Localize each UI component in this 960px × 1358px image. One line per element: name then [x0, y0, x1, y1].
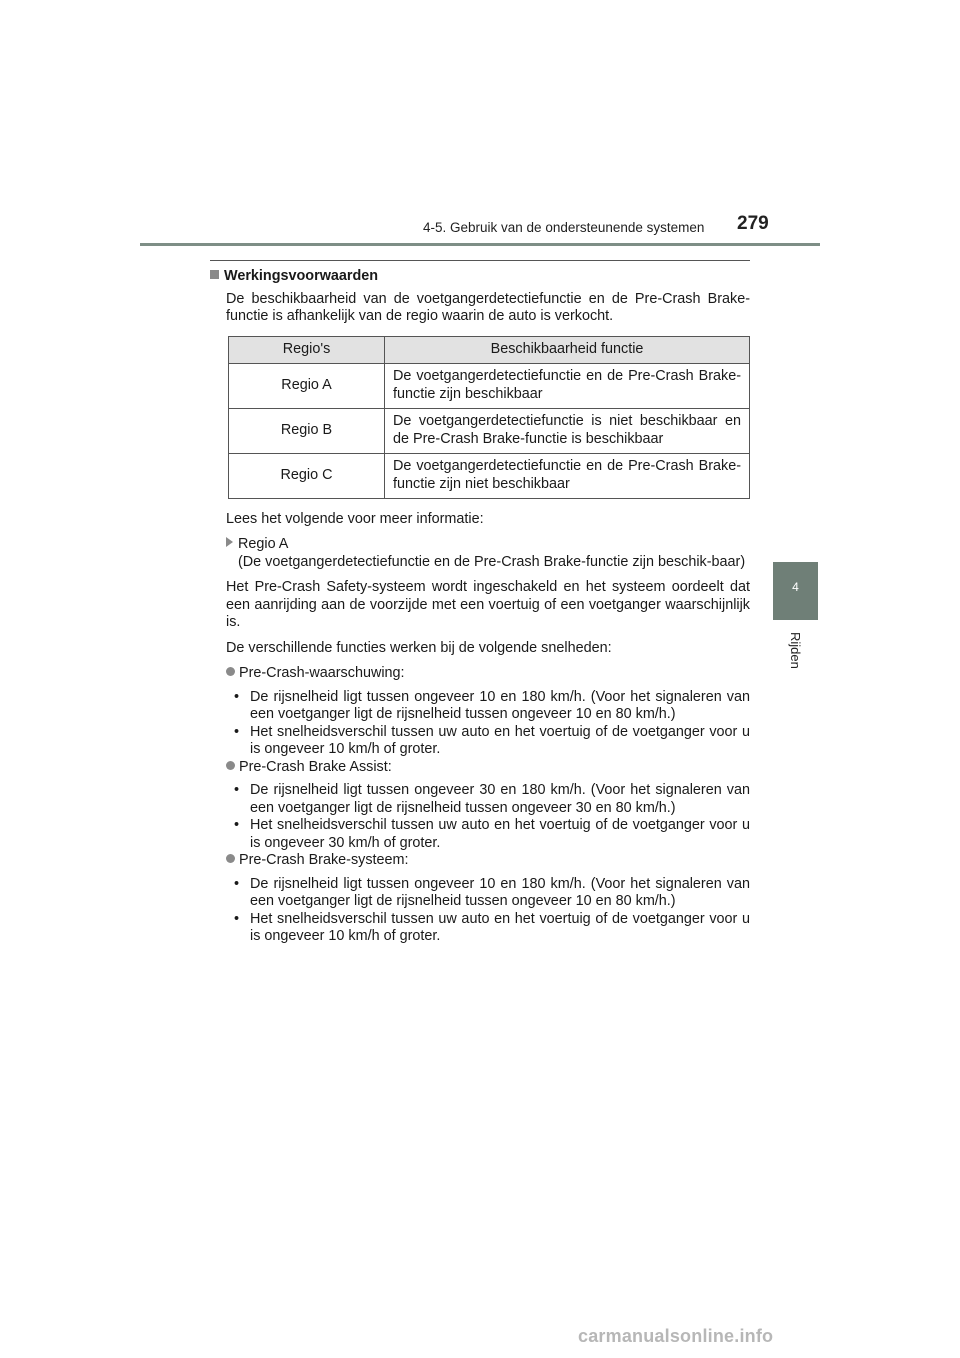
- watermark-text: carmanualsonline.info: [578, 1326, 774, 1346]
- feature-title: Pre-Crash Brake-systeem:: [210, 852, 750, 870]
- region-availability-table: [228, 336, 750, 499]
- table-row: [229, 453, 750, 498]
- bullet-mark: •: [234, 723, 240, 740]
- table-cell-availability: De voetgangerdetectiefunctie en de Pre-Crash Brake-functie zijn niet beschikbaar: [385, 453, 750, 498]
- table-header-cell: Regio's: [229, 336, 385, 363]
- list-item: • Het snelheidsverschil tussen uw auto en het voertuig of de voetganger voor u is ongeveer 10 km/h of groter.: [234, 723, 750, 757]
- circle-bullet-icon: [226, 854, 235, 863]
- list-item: • Het snelheidsverschil tussen uw auto en het voertuig of de voetganger voor u is ongeveer 30 km/h of groter.: [234, 817, 750, 851]
- region-a-title: Regio A: [210, 536, 750, 554]
- circle-bullet-icon: [226, 761, 235, 770]
- section-heading: Werkingsvoorwaarden: [210, 268, 750, 286]
- circle-bullet-icon: [226, 667, 235, 676]
- table-header-cell: Beschikbaarheid functie: [385, 336, 750, 363]
- chapter-tab: [773, 562, 818, 620]
- chapter-number: 4: [792, 580, 799, 594]
- feature-title: Pre-Crash Brake Assist:: [210, 759, 750, 777]
- table-cell-availability: De voetgangerdetectiefunctie is niet beschikbaar en de Pre-Crash Brake-functie is beschikbaar: [385, 408, 750, 453]
- table-row: [229, 408, 750, 453]
- feature-bullets: [228, 689, 750, 759]
- list-item: • De rijsnelheid ligt tussen ongeveer 10 en 180 km/h. (Voor het signaleren van een voetganger ligt de rijsnelheid tussen ongeveer 10 en 80 km/h.): [234, 688, 750, 722]
- table-row: [229, 363, 750, 408]
- read-more-text: Lees het volgende voor meer informatie:: [226, 510, 484, 527]
- table-cell-region: Regio B: [229, 408, 385, 453]
- table-cell-region: Regio A: [229, 363, 385, 408]
- bullet-mark: •: [234, 782, 240, 798]
- table-header-row: [229, 336, 750, 363]
- bullet-mark: •: [234, 817, 240, 833]
- bullet-mark: •: [234, 688, 240, 705]
- chapter-label: Rijden: [788, 632, 803, 669]
- bullet-mark: •: [234, 910, 240, 927]
- table-cell-availability: De voetgangerdetectiefunctie en de Pre-Crash Brake-functie zijn beschikbaar: [385, 363, 750, 408]
- feature-bullets: [228, 876, 750, 946]
- speeds-intro: De verschillende functies werken bij de volgende snelheden:: [226, 639, 612, 656]
- section-divider: [210, 260, 750, 261]
- bullet-mark: •: [234, 875, 240, 892]
- header-rule: [140, 243, 820, 246]
- list-item: • De rijsnelheid ligt tussen ongeveer 30 en 180 km/h. (Voor het signaleren van een voetganger ligt de rijsnelheid tussen ongeveer 30 en 80 km/h.): [234, 782, 750, 816]
- list-item: • De rijsnelheid ligt tussen ongeveer 10 en 180 km/h. (Voor het signaleren van een voetganger ligt de rijsnelheid tussen ongeveer 10 en 80 km/h.): [234, 875, 750, 909]
- section-title: 4-5. Gebruik van de ondersteunende systemen: [423, 220, 705, 235]
- square-bullet-icon: [210, 270, 219, 279]
- page-number: 279: [737, 213, 769, 234]
- region-a-note: (De voetgangerdetectiefunctie en de Pre-Crash Brake-functie zijn beschik-baar): [238, 553, 746, 570]
- activation-paragraph: Het Pre-Crash Safety-systeem wordt ingeschakeld en het systeem oordeelt dat een aanrijding aan de voorzijde met een voertuig of een voetganger waarschijnlijk is.: [226, 579, 750, 630]
- intro-paragraph: De beschikbaarheid van de voetgangerdetectiefunctie en de Pre-Crash Brake-functie is afhankelijk van de regio waarin de auto is verkocht.: [226, 290, 750, 324]
- table-cell-region: Regio C: [229, 453, 385, 498]
- list-item: • Het snelheidsverschil tussen uw auto en het voertuig of de voetganger voor u is ongeveer 10 km/h of groter.: [234, 910, 750, 944]
- feature-title: Pre-Crash-waarschuwing:: [210, 665, 750, 683]
- feature-bullets: [228, 782, 750, 852]
- main-content: [210, 268, 750, 946]
- triangle-bullet-icon: [226, 537, 233, 547]
